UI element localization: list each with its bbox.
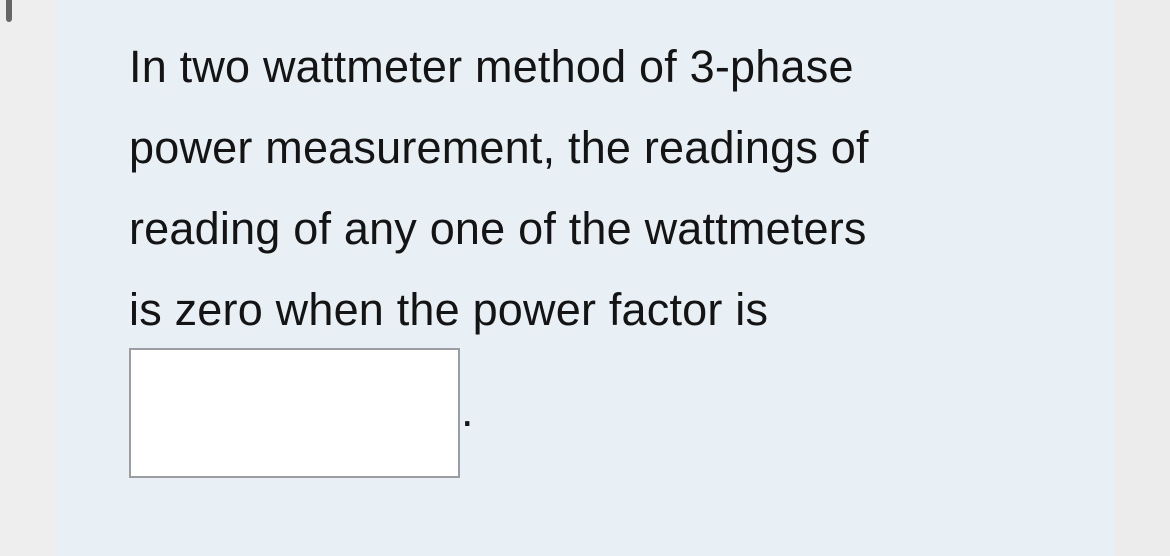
left-margin	[0, 0, 55, 556]
question-line-1: In two wattmeter method of 3-phase	[129, 41, 854, 92]
answer-input[interactable]	[129, 348, 460, 478]
question-line-2: power measurement, the readings of	[129, 122, 869, 173]
question-text	[129, 26, 1089, 350]
scrollbar-thumb[interactable]	[6, 0, 12, 22]
trailing-period: .	[461, 385, 474, 436]
question-panel	[55, 0, 1115, 556]
right-margin	[1115, 0, 1170, 556]
question-line-4: is zero when the power factor is	[129, 284, 769, 335]
question-line-3: reading of any one of the wattmeters	[129, 203, 867, 254]
